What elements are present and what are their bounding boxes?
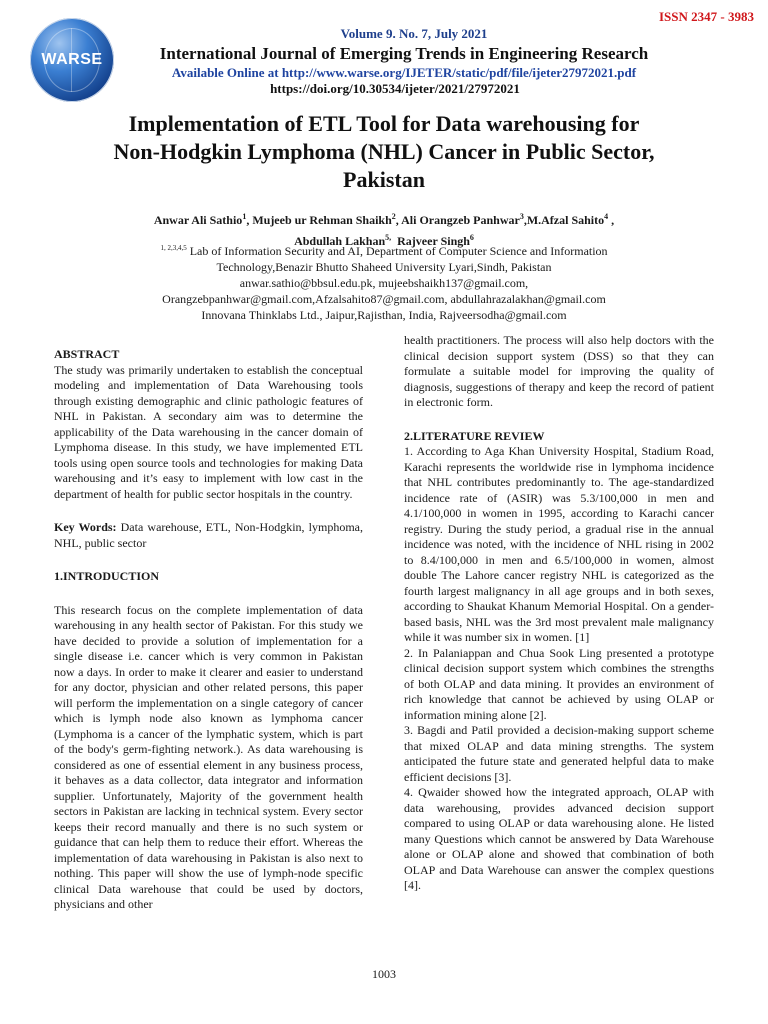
affil-line: Lab of Information Security and AI, Department of Computer Science and Information [189,244,608,258]
literature-item-1: 1. According to Aga Khan University Hospital, Stadium Road, Karachi represents the worldwide rise in lymphoma incidence that NHL contributes predominantly to. The age-standardized incidence rate of (ASIR) was 5.3/100,000 in men and 4.1/100,000 in women in 1995, according to Karachi cancer registry. During the study period, a gradual rise in the annual incidence was noted, with the incidence of NHL rising in 2002 to 8.4/100,000 in men and 6.5/100,000 in women, almost double The Lahore cancer registry NHL is categorized as the fourth largest malignancy in all age groups and in both sexes, according to Shaukat Khanum Memorial Hospital. On a gender-based basis, NHL was the 3rd most prevalent male malignancy while it was number six in women. [1] [404,444,714,644]
introduction-heading: 1.INTRODUCTION [54,569,160,583]
logo-text: WARSE [41,51,103,68]
introduction-text: This research focus on the complete implementation of data warehousing in any health sector of Pakistan. For this study we have decided to provide a solution of implementation for a single disease i.e. cancer which is very common in Pakistan now a days. In order to make it clearer and easier to understand for any doctor, physician and other related persons, this paper will perform the implementation on a single category of cancer which is lymph node also known as lymphoma cancer (Lymphoma is a cancer of the lymphatic system, which is part of the body's germ-fighting network.). As data warehousing is considered as one of essential element in any business process, it behaves as a data collector, data integrator and information supplier. Unfortunately, Majority of the government health sectors in Pakistan are lacking in technical system. Every sector keeps their record manually and there is no such system or guidance that can help them to reduce their effort. Whereas the implementation of data warehousing in Pakistan is also next to nothing. This paper will show the use of lymph-node specific clinical Data warehouse that could be used by doctors, physicians and other [54,602,363,911]
email-line: anwar.sathio@bbsul.edu.pk, mujeebshaikh137@gmail.com, [239,276,529,290]
page-number: 1003 [372,967,396,981]
title-line-1: Implementation of ETL Tool for Data warehousing for [128,111,640,136]
continued-text: health practitioners. The process will also help doctors with the clinical decision support system (DSS) so that they can formulate a suitable model for improving the quality of diagnosis, suggestions of therapy and keep the record of patient in electronic form. [404,333,714,409]
doi-link[interactable]: https://doi.org/10.30534/ijeter/2021/27972021 [270,81,520,96]
author-sup: 6 [469,233,474,242]
author-name: Abdullah Lakhan [294,234,386,248]
right-column [404,333,714,894]
author-name: Ali Orangzeb Panhwar [401,213,520,227]
literature-item-3: 3. Bagdi and Patil provided a decision-making support scheme that mixed OLAP and data mining strengths. The system anticipated the future state and generated helpful data to make efficient decisions [3]. [404,723,714,784]
abstract-text: The study was primarily undertaken to establish the conceptual modeling and implementation of Data Warehousing tools through existing demographic and clinic pathologic features of NHL in Pakistan. A secondary aim was to determine the applicability of the Data warehousing in the cancer domain of Lymphoma disease. In this study, we have implemented ETL tools using open source tools and technologies for making Data warehousing and it’s easy to implement with low cast in the department of health for public sector hospitals in the country. [54,362,363,501]
literature-item-2: 2. In Palaniappan and Chua Sook Ling presented a prototype clinical decision support system which combines the strengths of both OLAP and data mining. It provides an environment of rich knowledge that cannot be achieved by using OLAP or information mining alone [2]. [404,645,714,722]
author-sup: 2 [391,212,396,221]
keywords-paragraph [54,520,363,551]
affil-line: Innovana Thinklabs Ltd., Jaipur,Rajisthan, India, Rajveersodha@gmail.com [201,308,567,322]
affil-line: Technology,Benazir Bhutto Shaheed University Lyari,Sindh, Pakistan [216,260,552,274]
volume-line: Volume 9. No. 7, July 2021 [340,26,488,41]
author-list: Anwar Ali Sathio$^1$, Mujeeb ur Rehman Shaikh$^2$, Ali Orangzeb Panhwar$^3$,M.Afzal Sahito$^4$ , Abdullah Lakhan$^{5,}$ Rajveer Singh$^6$ [153,212,615,248]
literature-item-4: 4. Qwaider showed how the integrated approach, OLAP with data warehousing, provides advanced decision support compared to using OLAP or data warehousing alone. He listed many Questions which cannot be answered by Data Warehouse alone or OLAP alone and showed that combination of both OLAP and Data Warehouse can answer the complex questions [4]. [404,785,714,892]
literature-review-heading: 2.LITERATURE REVIEW [404,428,545,443]
email-line: Orangzebpanhwar@gmail.com,Afzalsahito87@gmail.com, abdullahrazalakhan@gmail.com [162,292,606,306]
keywords-label: Key Words: [54,520,117,534]
paper-title [40,110,728,194]
author-name: Rajveer Singh [397,234,470,248]
keywords-text: Data warehouse, ETL, Non-Hodgkin, lymphoma, NHL, public sector [54,520,363,550]
author-sup: 1 [242,212,247,221]
author-name: M.Afzal Sahito [526,213,605,227]
author-sup: 4 [604,212,609,221]
journal-title: International Journal of Emerging Trends in Engineering Research [159,44,649,63]
title-line-3: Pakistan [343,167,425,192]
author-sup: 5, [385,233,392,242]
author-name: Mujeeb ur Rehman Shaikh [252,213,392,227]
left-column [54,347,363,913]
author-name: Anwar Ali Sathio [153,213,243,227]
issn-label: ISSN 2347 - 3983 [659,9,754,24]
abstract-heading: ABSTRACT [54,347,120,361]
affil-sup: 1, 2,3,4,5 [160,244,187,252]
author-sup: 3 [519,212,524,221]
title-line-2: Non-Hodgkin Lymphoma (NHL) Cancer in Public Sector, [113,139,655,164]
availability-link[interactable]: Available Online at http://www.warse.org/IJETER/static/pdf/file/ijeter27972021.pdf [171,65,637,80]
affiliations [60,240,708,323]
